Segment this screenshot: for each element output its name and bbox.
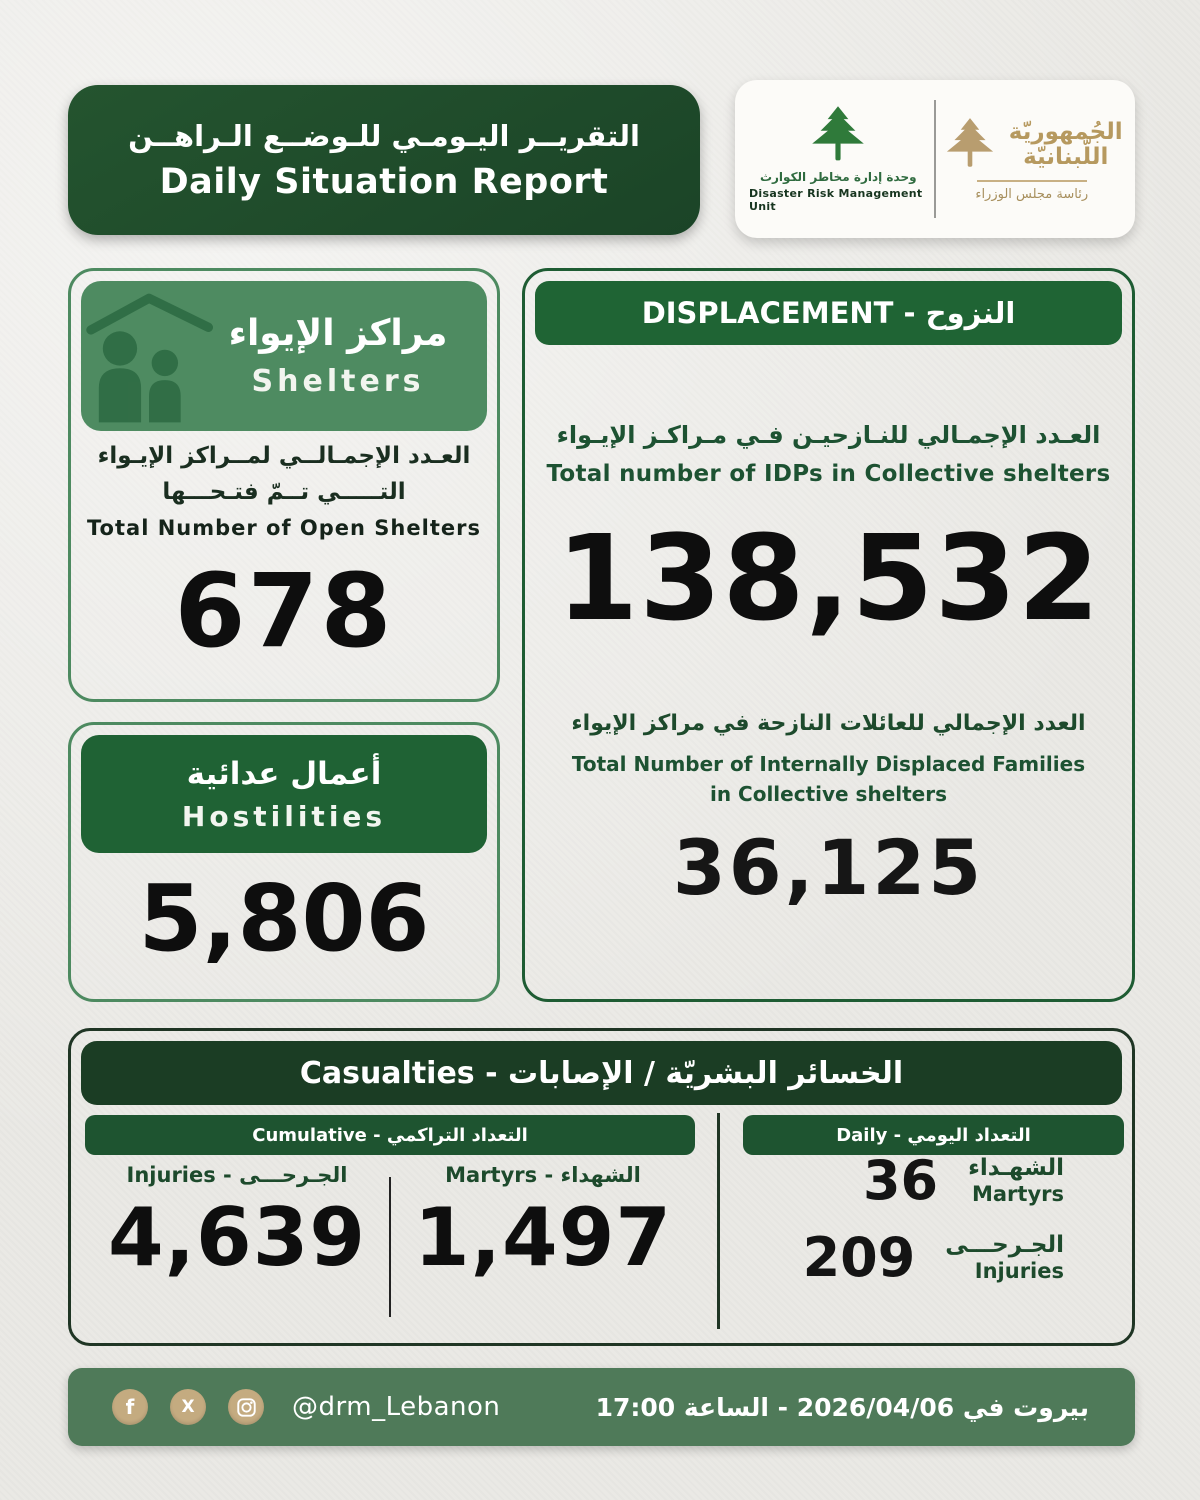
displaced-families-label-arabic: العدد الإجمالي للعائلات النازحة في مراكز الإيواء [571,711,1086,736]
cumulative-martyrs-label: الشهداء - Martyrs [445,1163,641,1187]
displacement-card-header: النزوح - DISPLACEMENT [535,281,1122,345]
social-icons-group [112,1389,264,1425]
council-of-ministers-label: رئاسة مجلس الوزراء [975,186,1089,202]
shelters-title-arabic: مراكز الإيواء [228,313,448,354]
report-title-arabic: التقريــر اليـومـي للـوضــع الـراهــن [128,118,640,153]
cedar-tree-green-icon [805,105,871,167]
daily-martyrs-value: 36 [862,1149,939,1212]
report-title-box [68,85,700,235]
open-shelters-value: 678 [174,552,394,672]
footer-bar [68,1368,1135,1446]
daily-injuries-label: الجـرحـــى Injuries [945,1232,1064,1283]
logo-divider [934,100,936,218]
cumulative-section-header: التعداد التراكمي - Cumulative [85,1115,695,1155]
drm-name-arabic: وحدة إدارة مخاطر الكوارث [759,170,917,184]
cumulative-stats-row [85,1163,695,1331]
drm-logo [749,105,928,213]
shelters-title-english: Shelters [251,364,425,399]
cumulative-injuries-label: الجـرحـــى - Injuries [126,1163,348,1187]
lebanese-republic-logo [942,117,1121,202]
idps-label-arabic: العـدد الإجمـالي للنـازحيـن فـي مـراكـز الإيـواء [556,421,1101,449]
shelters-label-english: Total Number of Open Shelters [87,516,481,541]
hostilities-card-header [81,735,487,853]
shelters-card-header [81,281,487,431]
instagram-icon[interactable] [228,1389,264,1425]
cumulative-injuries-value: 4,639 [107,1191,367,1284]
hostilities-value: 5,806 [138,865,430,972]
drm-name-english: Disaster Risk Management Unit [749,187,923,213]
displacement-card [522,268,1135,1002]
daily-injuries-stat [743,1226,1124,1289]
idps-label-english: Total number of IDPs in Collective shelters [546,461,1111,487]
daily-stats-column [743,1149,1124,1289]
report-title-english: Daily Situation Report [159,161,609,202]
shelter-people-icon [83,289,215,429]
hostilities-card [68,722,500,1002]
logos-panel [735,80,1135,238]
x-icon[interactable]: X [170,1389,206,1425]
hostilities-title-english: Hostilities [181,799,387,833]
shelters-label-arabic: العـدد الإجمـالــي لمــراكز الإيـواء التـــــي تــمّ فتـحـــها [97,443,471,505]
republic-name-arabic: الجُمهوريّة اللّبنانيّة [1008,118,1123,170]
displaced-families-value: 36,125 [672,823,985,912]
shelters-card-body [71,439,497,671]
cumulative-martyrs-stat [391,1163,695,1331]
idps-total-value: 138,532 [556,509,1101,647]
social-handle[interactable]: @drm_Lebanon [292,1392,501,1422]
report-date-time: بيروت في 2026/04/06 - الساعة 17:00 [595,1392,1089,1422]
cumulative-injuries-stat [85,1163,389,1331]
republic-divider-line [977,180,1087,182]
shelters-card [68,268,500,702]
facebook-icon[interactable]: f [112,1389,148,1425]
hostilities-title-arabic: أعمال عدائية [186,755,382,792]
daily-martyrs-label: الشهـداء Martyrs [968,1155,1064,1206]
displaced-families-label-english: Total Number of Internally Displaced Families in Collective shelters [571,752,1086,806]
daily-section-header: التعداد اليومي - Daily [743,1115,1124,1155]
casualties-card [68,1028,1135,1346]
daily-martyrs-stat [743,1149,1124,1212]
cedar-tree-gold-icon [941,117,999,173]
daily-injuries-value: 209 [802,1226,916,1289]
casualties-card-header: الخسائر البشريّة / الإصابات - Casualties [81,1041,1122,1105]
cumulative-daily-divider [717,1113,720,1329]
cumulative-martyrs-value: 1,497 [413,1191,673,1284]
